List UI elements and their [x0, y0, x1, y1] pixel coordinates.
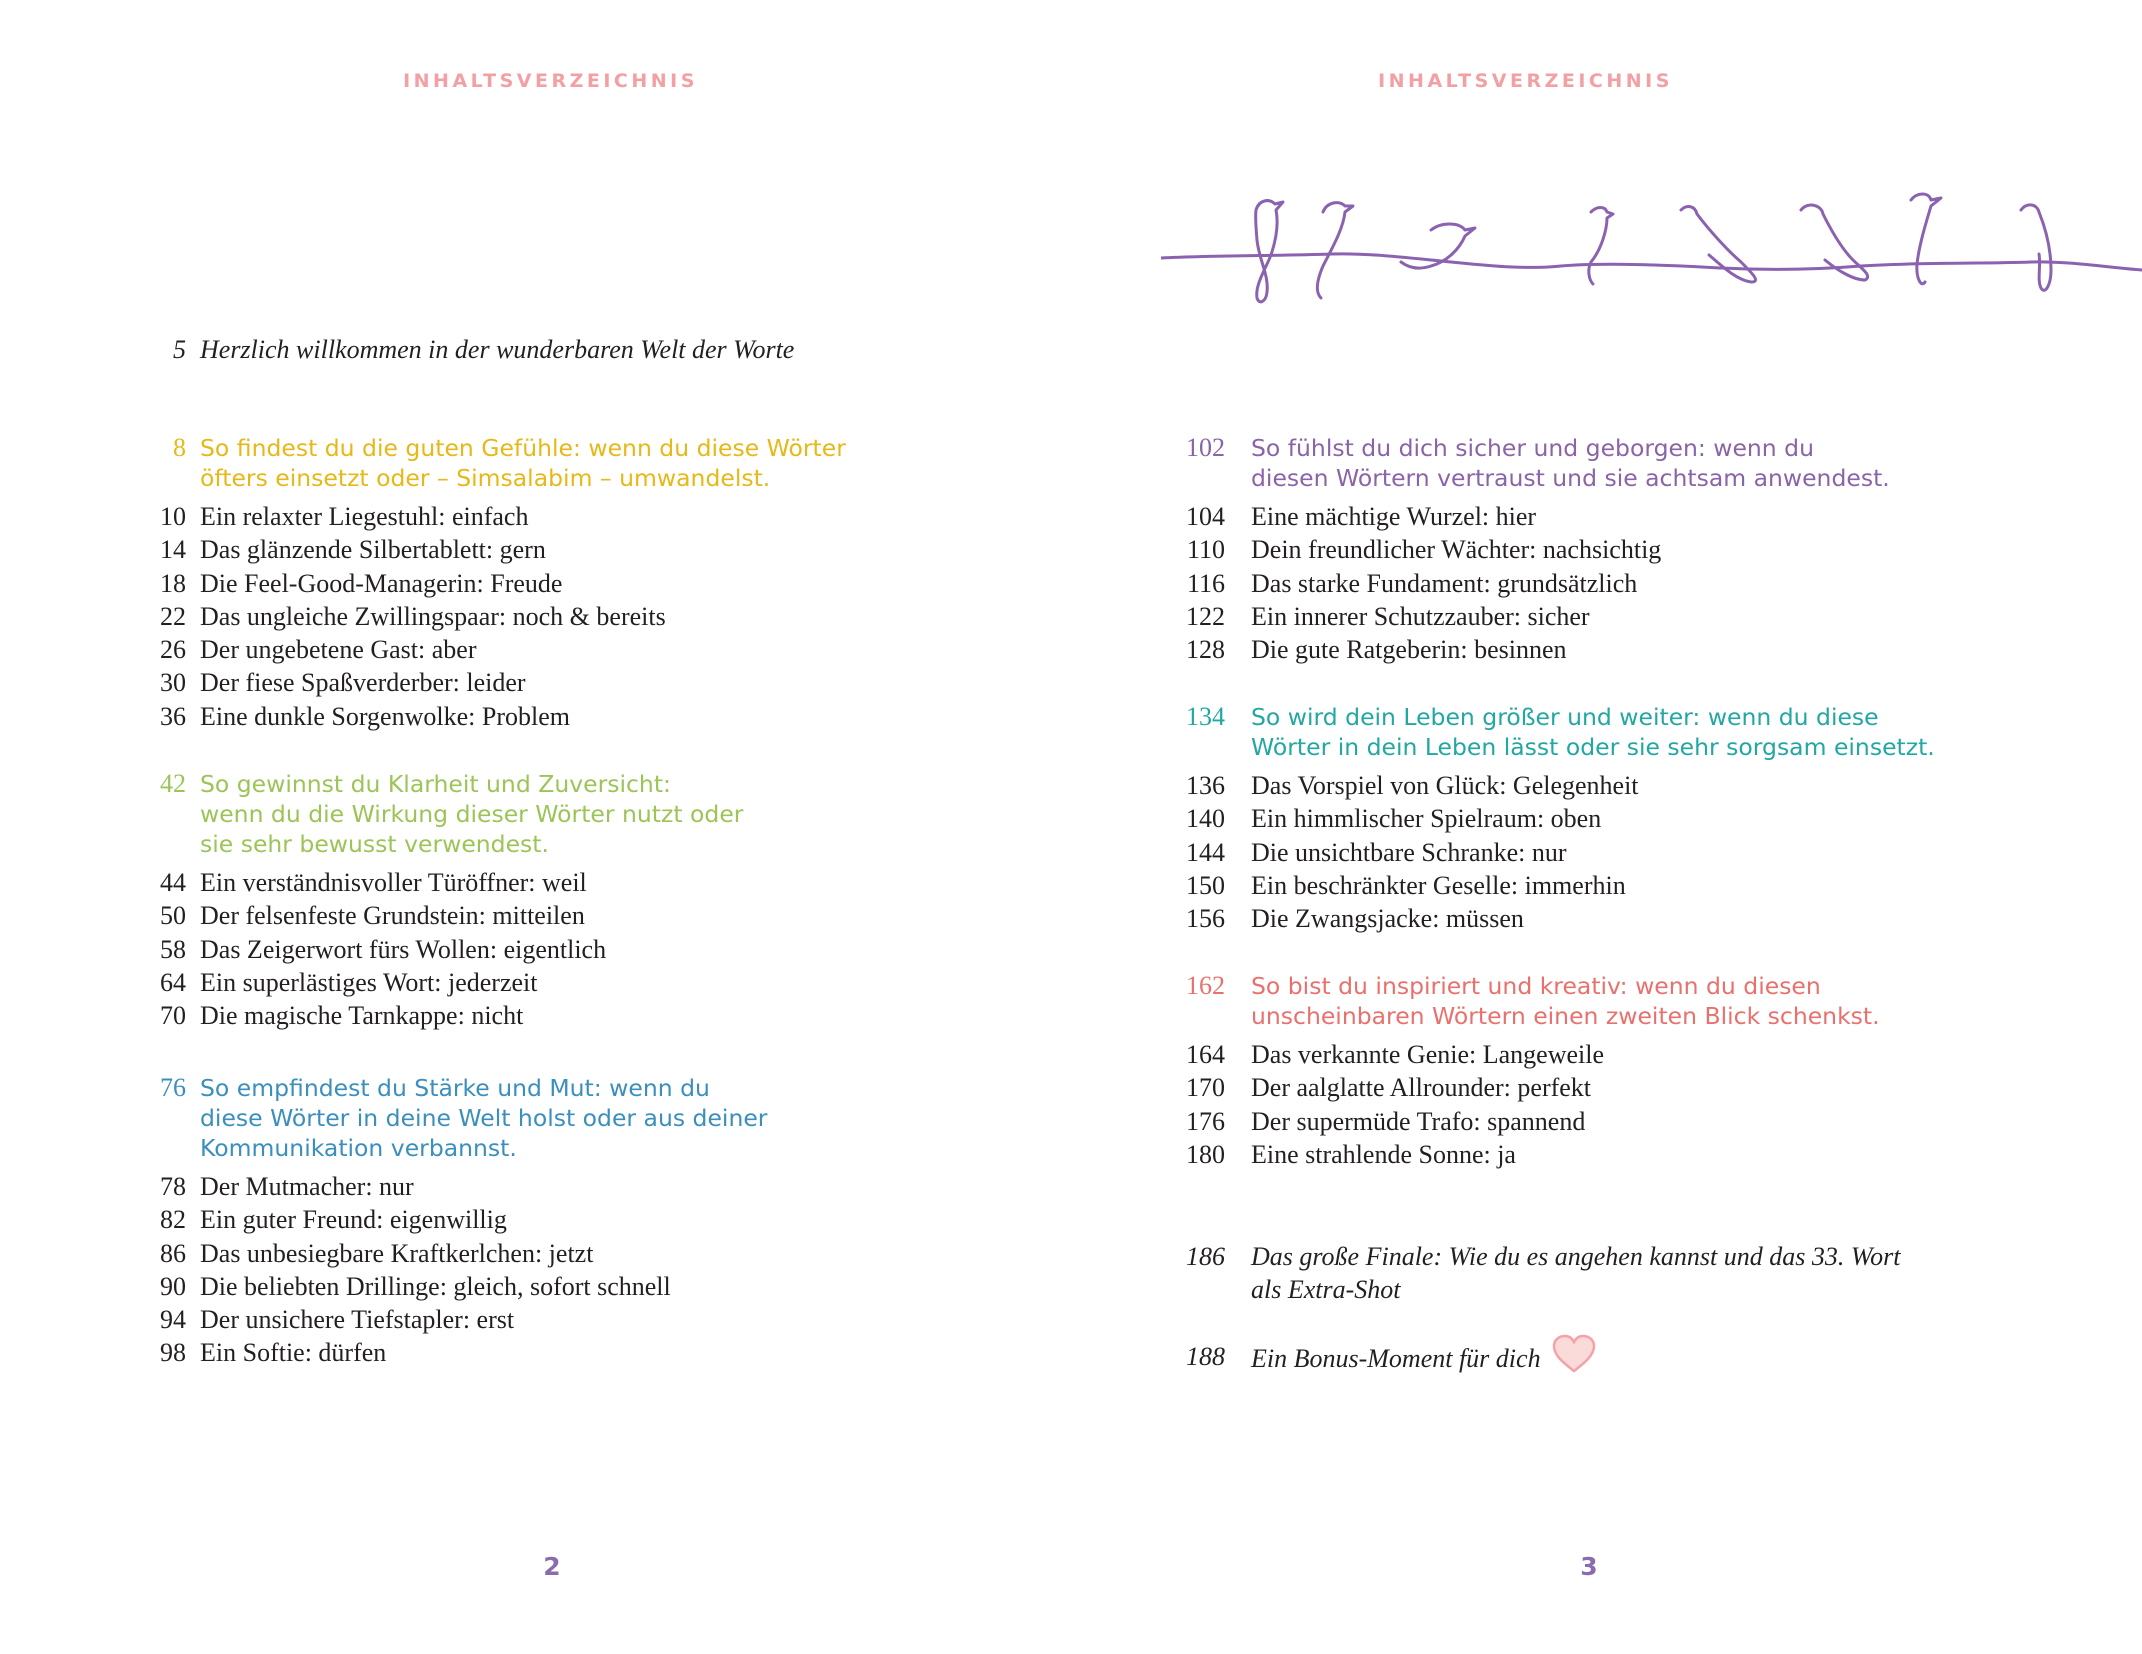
heart-icon — [1551, 1334, 1597, 1382]
toc-entry-title: als Extra-Shot — [1251, 1275, 1401, 1305]
section-heading-line: wenn du die Wirkung dieser Wörter nutzt oder — [200, 800, 744, 828]
section-page-number: 76 — [160, 1073, 186, 1102]
running-head: INHALTSVERZEICHNIS — [403, 70, 698, 92]
section-heading-line: So wird dein Leben größer und weiter: wenn du diese — [1251, 703, 1879, 731]
toc-entry-title: Das große Finale: Wie du es angehen kannst und das 33. Wort — [1251, 1242, 1901, 1271]
section-page-number: 134 — [1186, 702, 1225, 731]
section-page-number: 102 — [1186, 433, 1225, 462]
page-number: 3 — [1580, 1552, 1598, 1581]
right-page: INHALTSVERZEICHNIS 102 So fühlst du dich sicher und geborgen: wenn du diesen Wörtern vertraust und sie achtsam anwendest. 104 Eine mächtige Wurzel: hier 110 Dein freundlicher Wächter: nachsichtig 116 Das starke Fundament: grundsätzlich 122 Ein innerer Schutzzauber: sicher 128 Die gute Ratgeberin: besinnen 134 So wird dein Leben größer und weiter: wenn du diese Wörter in dein Leben lässt oder sie sehr sorgsam einsetzt. 136 Das Vorspiel von Glück: Gelegenheit 140 Ein himmlischer Spielraum: oben 144 Die unsichtbare Schranke: nur 150 Ein beschränkter Geselle: immerhin 156 Die Zwangsjacke: müssen 162 So bist du inspiriert und kreativ: wenn du diesen unscheinbaren Wörtern einen zweiten Blick schenkst. 164 Das verkannte Genie: Langeweile 170 Der aalglatte Allrounder: perfekt 176 Der supermüde Trafo: spannend 180 Eine strahlende Sonne: ja 186 Das große Finale: Wie du es angehen kannst und das 33. Wort als Extra-Shot 188 Ein Bonus-Moment für dich 3 — [1071, 0, 2142, 1654]
section-heading-line: So fühlst du dich sicher und geborgen: wenn du — [1251, 434, 1814, 462]
section-heading-line: So bist du inspiriert und kreativ: wenn du diesen — [1251, 972, 1821, 1000]
section-heading-line: diesen Wörtern vertraust und sie achtsam anwendest. — [1251, 464, 1890, 492]
section-page-number: 42 — [160, 769, 186, 798]
toc-page-number: 5 — [173, 335, 186, 364]
toc-entry-title: Ein Bonus-Moment für dich — [1251, 1344, 1541, 1374]
toc-page-number: 188 — [1186, 1342, 1225, 1371]
section-heading-line: So findest du die guten Gefühle: wenn du diese Wörter — [200, 434, 846, 462]
section-heading-line: Kommunikation verbannst. — [200, 1134, 517, 1162]
page-number: 2 — [543, 1552, 561, 1581]
running-head: INHALTSVERZEICHNIS — [1378, 70, 1673, 92]
section-heading-line: diese Wörter in deine Welt holst oder aus deiner — [200, 1104, 768, 1132]
section-heading-line: So empfindest du Stärke und Mut: wenn du — [200, 1074, 710, 1102]
toc-page-number: 186 — [1186, 1242, 1225, 1271]
section-heading-line: öfters einsetzt oder – Simsalabim – umwandelst. — [200, 464, 771, 492]
birds-on-wire-illustration — [1161, 170, 2142, 320]
section-heading-line: Wörter in dein Leben lässt oder sie sehr sorgsam einsetzt. — [1251, 733, 1935, 761]
left-page: INHALTSVERZEICHNIS 5 Herzlich willkommen in der wunderbaren Welt der Worte 8 So findest du die guten Gefühle: wenn du diese Wörter öfters einsetzt oder – Simsalabim – umwandelst. 10 Ein relaxter Liegestuhl: einfach 14 Das glänzende Silbertablett: gern 18 Die Feel-Good-Managerin: Freude 22 Das ungleiche Zwillingspaar: noch & bereits 26 Der ungebetene Gast: aber 30 Der fiese Spaßverderber: leider 36 Eine dunkle Sorgenwolke: Problem 42 So gewinnst du Klarheit und Zuversicht: wenn du die Wirkung dieser Wörter nutzt oder sie sehr bewusst verwendest. 44 Ein verständnisvoller Türöffner: weil 50 Der felsenfeste Grundstein: mitteilen 58 Das Zeigerwort fürs Wollen: eigentlich 64 Ein superlästiges Wort: jederzeit 70 Die magische Tarnkappe: nicht 76 So empfindest du Stärke und Mut: wenn du diese Wörter in deine Welt holst oder aus deiner Kommunikation verbannst. 78 Der Mutmacher: nur 82 Ein guter Freund: eigenwillig 86 Das unbesiegbare Kraftkerlchen: jetzt 90 Die beliebten Drillinge: gleich, sofort schnell 94 Der unsichere Tiefstapler: erst 98 Ein Softie: dürfen 2 — [0, 0, 1071, 1654]
section-page-number: 162 — [1186, 971, 1225, 1000]
toc-entry-title: Herzlich willkommen in der wunderbaren Welt der Worte — [200, 335, 795, 364]
section-page-number: 8 — [173, 433, 186, 462]
section-heading-line: sie sehr bewusst verwendest. — [200, 830, 549, 858]
section-heading-line: unscheinbaren Wörtern einen zweiten Blick schenkst. — [1251, 1002, 1880, 1030]
section-heading-line: So gewinnst du Klarheit und Zuversicht: — [200, 770, 671, 798]
